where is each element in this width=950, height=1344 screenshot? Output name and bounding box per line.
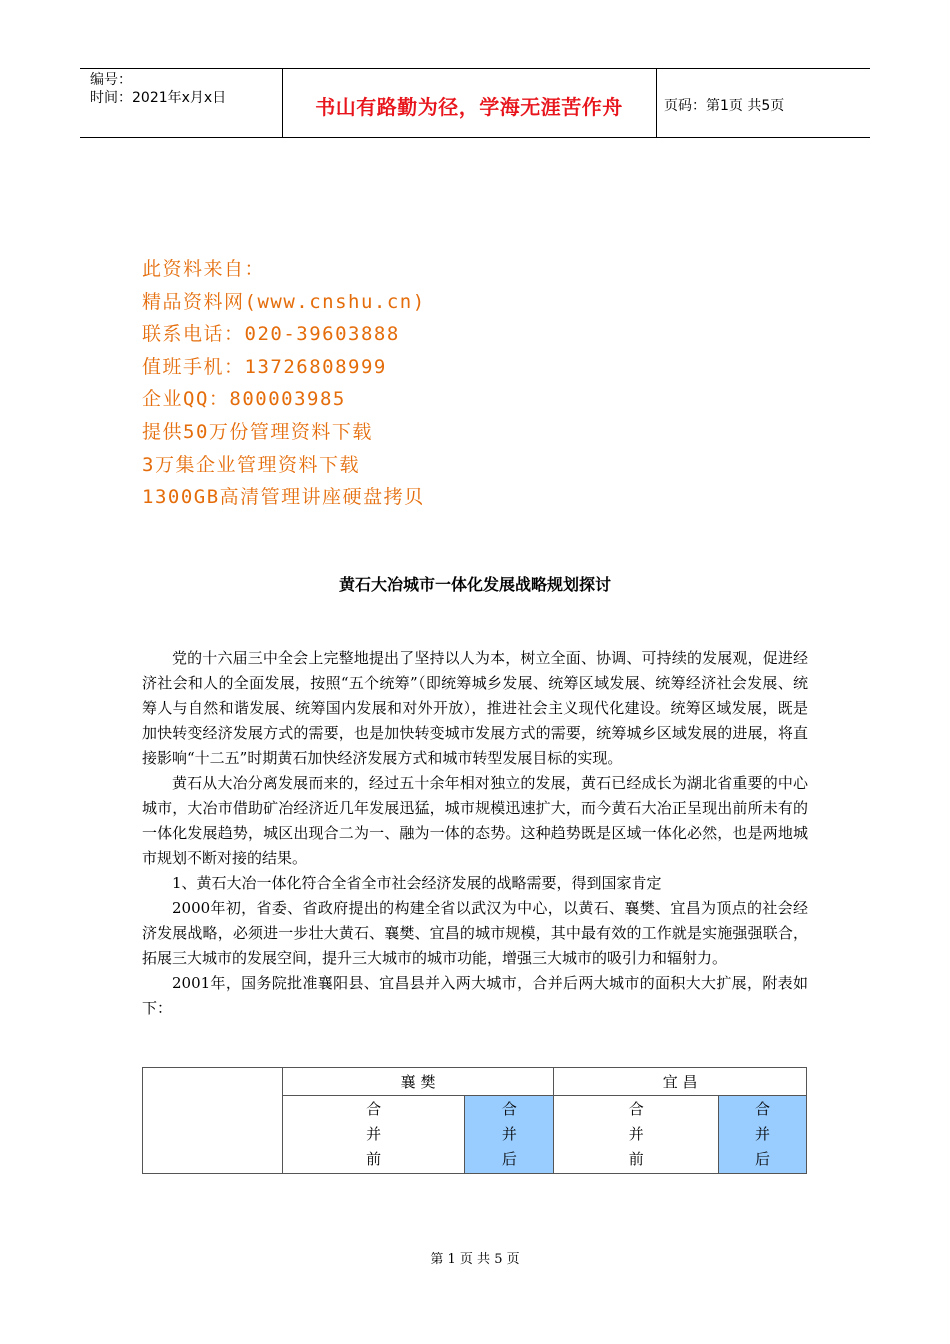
number-label: 编号： [90,72,132,88]
source-ad-block [142,253,426,514]
page-footer: 第 1 页 共 5 页 [430,1252,520,1267]
before-merge-cell: 合 并 前 [554,1096,719,1174]
ad-line: 联系电话：020-39603888 [142,323,400,346]
document-title: 黄石大冶城市一体化发展战略规划探讨 [338,575,611,594]
ad-line: 此资料来自： [142,258,266,280]
paragraph: 2001年，国务院批准襄阳县、宜昌县并入两大城市，合并后两大城市的面积大大扩展，附表如下： [142,974,808,1017]
table-corner-cell [143,1068,283,1174]
ad-line: 企业QQ：800003985 [142,388,346,411]
after-merge-cell: 合 并 后 [465,1096,554,1174]
table-header-row [143,1068,807,1096]
document-body [142,646,808,1021]
time-label: 时间：2021年x月x日 [90,90,227,106]
paragraph: 黄石从大冶分离发展而来的，经过五十余年相对独立的发展，黄石已经成长为湖北省重要的中心城市，大冶市借助矿冶经济近几年发展迅猛，城市规模迅速扩大，而今黄石大冶正呈现出前所未有的一体化发展趋势，城区出现合二为一、融为一体的态势。这种趋势既是区域一体化必然，也是两地城市规划不断对接的结果。 [142,774,808,867]
table-header-city: 宜 昌 [554,1068,807,1096]
ad-line: 提供50万份管理资料下载 [142,420,373,443]
ad-line: 精品资料网(www.cnshu.cn) [142,290,426,313]
before-merge-cell: 合 并 前 [282,1096,465,1174]
paragraph: 2000年初，省委、省政府提出的构建全省以武汉为中心，以黄石、襄樊、宜昌为顶点的社会经济发展战略，必须进一步壮大黄石、襄樊、宜昌的城市规模，其中最有效的工作就是实施强强联合，拓展三大城市的发展空间，提升三大城市的城市功能，增强三大城市的吸引力和辐射力。 [142,899,808,967]
header-divider [656,69,657,137]
after-merge-cell: 合 并 后 [719,1096,807,1174]
header-page-info: 页码：第1页 共5页 [664,98,785,114]
paragraph: 1、黄石大冶一体化符合全省全市社会经济发展的战略需要，得到国家肯定 [172,874,662,892]
area-comparison-table [142,1067,807,1174]
ad-line: 3万集企业管理资料下载 [142,453,360,476]
document-header [80,68,870,138]
table-header-city: 襄 樊 [282,1068,554,1096]
ad-line: 值班手机：13726808999 [142,355,387,378]
header-motto: 书山有路勤为径，学海无涯苦作舟 [315,95,623,119]
paragraph: 党的十六届三中全会上完整地提出了坚持以人为本，树立全面、协调、可持续的发展观，促进经济社会和人的全面发展，按照“五个统筹”（即统筹城乡发展、统筹区域发展、统筹经济社会发展、统筹人与自然和谐发展、统筹国内发展和对外开放），推进社会主义现代化建设。统筹区域发展，既是加快转变经济发展方式的需要，也是加快转变城市发展方式的需要，统筹城乡区域发展的进展，将直接影响“十二五”时期黄石加快经济发展方式和城市转型发展目标的实现。 [142,649,808,767]
header-meta [90,71,280,107]
ad-line: 1300GB高清管理讲座硬盘拷贝 [142,486,425,509]
